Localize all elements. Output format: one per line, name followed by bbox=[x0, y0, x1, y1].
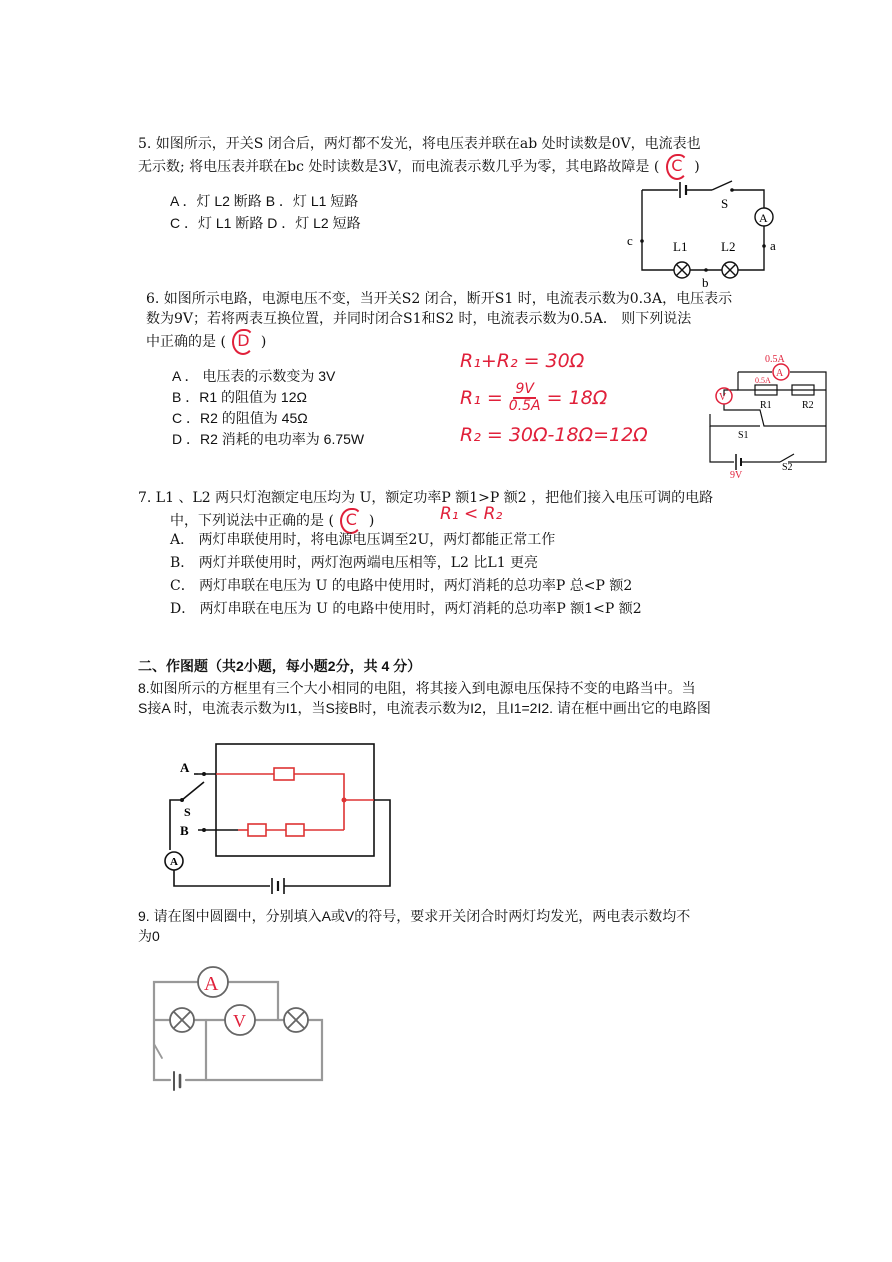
q7-option-a: A． 两灯串联使用时，将电源电压调至2U，两灯都能正常工作 bbox=[170, 532, 556, 548]
q8-label-a: A bbox=[180, 760, 190, 775]
q5-line1: 5. 如图所示，开关S 闭合后，两灯都不发光，将电压表并联在ab 处时读数是0V，电流表也 bbox=[138, 136, 701, 152]
q6-hand-frac-den: 0.5A bbox=[508, 398, 541, 414]
q8-line2: S接A 时，电流表示数为I1，当S接B时，电流表示数为I2，且I1=2I2. 请在框中画出它的电路图 bbox=[138, 700, 711, 716]
q5-circuit-label-l1: L1 bbox=[673, 239, 688, 254]
q6-handwritten-answer: D bbox=[232, 329, 254, 355]
q6-hand-result: = 18Ω bbox=[546, 387, 608, 409]
q5-line2-text: 无示数; 将电压表并联在bc 处时读数是3V，而电流表示数几乎为零，其电路故障是 ( bbox=[138, 159, 660, 175]
q5-circuit-label-a: a bbox=[770, 238, 776, 253]
q5-circuit-label-l2: L2 bbox=[721, 239, 736, 254]
q6-line3-close: ) bbox=[260, 334, 267, 350]
q6-line2: 数为9V；若将两表互换位置，并同时闭合S1和S2 时，电流表示数为0.5A． 则下列说法 bbox=[146, 311, 692, 327]
q9-line1: 9. 请在图中圆圈中，分别填入A或V的符号，要求开关闭合时两灯均发光，两电表示数均不 bbox=[138, 908, 691, 924]
q6-option-d: D ．R2 消耗的电功率为 6.75W bbox=[172, 431, 365, 447]
q6-circuit-label-voltmeter: V bbox=[719, 392, 727, 403]
q6-handwritten-note-2 bbox=[460, 382, 607, 414]
q8-label-b: B bbox=[180, 823, 189, 838]
q6-circuit-diagram bbox=[700, 350, 836, 480]
q5-handwritten-answer: C bbox=[666, 154, 688, 180]
q6-line1: 6. 如图所示电路，电源电压不变，当开关S2 闭合，断开S1 时，电流表示数为0.3A，电压表示 bbox=[146, 291, 733, 307]
q5-option-row-1: A ．灯 L2 断路 B ．灯 L1 短路 bbox=[170, 193, 359, 209]
q9-label-ammeter: A bbox=[204, 973, 219, 995]
q8-label-ammeter: A bbox=[170, 856, 178, 868]
q6-circuit-label-r1: R1 bbox=[760, 400, 772, 411]
q7-line2-close: ) bbox=[368, 513, 375, 529]
q8-line1: 8.如图所示的方框里有三个大小相同的电阻，将其接入到电源电压保持不变的电路当中。当 bbox=[138, 680, 696, 696]
q5-option-row-2: C ．灯 L1 断路 D ．灯 L2 短路 bbox=[170, 215, 361, 231]
q5-circuit-label-b: b bbox=[702, 275, 709, 290]
q6-circuit-note-ammeter: 0.5A bbox=[765, 354, 785, 365]
q6-hand-fraction bbox=[509, 382, 541, 414]
section2-title: 二、作图题（共2小题，每小题2分，共 4 分） bbox=[138, 658, 422, 674]
q5-circuit-label-c: c bbox=[627, 233, 633, 248]
q6-line3-text: 中正确的是 ( bbox=[146, 334, 226, 350]
q6-hand-r1: R₁ = bbox=[460, 387, 503, 409]
q9-label-voltmeter: V bbox=[233, 1011, 246, 1031]
q6-hand-frac-num: 9V bbox=[515, 381, 534, 397]
q6-circuit-note-battery: 9V bbox=[730, 470, 743, 480]
q6-option-c: C ．R2 的阻值为 45Ω bbox=[172, 410, 308, 426]
q6-circuit-label-s2: S2 bbox=[782, 462, 793, 473]
q7-handwritten-note: R₁ < R₂ bbox=[440, 504, 503, 524]
q5-line2 bbox=[138, 154, 700, 180]
q6-circuit-label-s1: S1 bbox=[738, 430, 749, 441]
q8-circuit-diagram bbox=[158, 738, 398, 896]
q7-handwritten-answer: C bbox=[340, 508, 362, 534]
q6-circuit-label-r2: R2 bbox=[802, 400, 814, 411]
q5-circuit-diagram bbox=[620, 176, 790, 291]
q5-circuit-label-ammeter: A bbox=[759, 211, 768, 225]
q9-circuit-diagram bbox=[146, 958, 336, 1098]
q7-line1: 7. L1 、L2 两只灯泡额定电压均为 U，额定功率P 额1>P 额2 ，把他们接入电压可调的电路 bbox=[138, 490, 714, 506]
q5-line2-close: ) bbox=[694, 159, 700, 175]
q6-circuit-label-ammeter: A bbox=[776, 368, 784, 379]
q6-handwritten-note-3: R₂ = 30Ω-18Ω=12Ω bbox=[460, 424, 648, 446]
q7-option-c: C． 两灯串联在电压为 U 的电路中使用时，两灯消耗的总功率P 总<P 额2 bbox=[170, 578, 633, 594]
q7-option-d: D． 两灯串联在电压为 U 的电路中使用时，两灯消耗的总功率P 额1<P 额2 bbox=[170, 601, 642, 617]
q9-line2: 为0 bbox=[138, 928, 160, 944]
q6-handwritten-note-1: R₁+R₂ = 30Ω bbox=[460, 350, 585, 372]
q5-circuit-label-s: S bbox=[721, 196, 729, 211]
q6-option-b: B ．R1 的阻值为 12Ω bbox=[172, 389, 307, 405]
q6-option-a: A ． 电压表的示数变为 3V bbox=[172, 368, 336, 384]
q7-option-b: B． 两灯并联使用时，两灯泡两端电压相等，L2 比L1 更亮 bbox=[170, 555, 539, 571]
q6-circuit-note-r1: 0.5A bbox=[755, 376, 771, 385]
q6-line3 bbox=[146, 329, 266, 355]
q8-label-s: S bbox=[184, 805, 191, 819]
q7-line2-text: 中，下列说法中正确的是 ( bbox=[170, 513, 334, 529]
